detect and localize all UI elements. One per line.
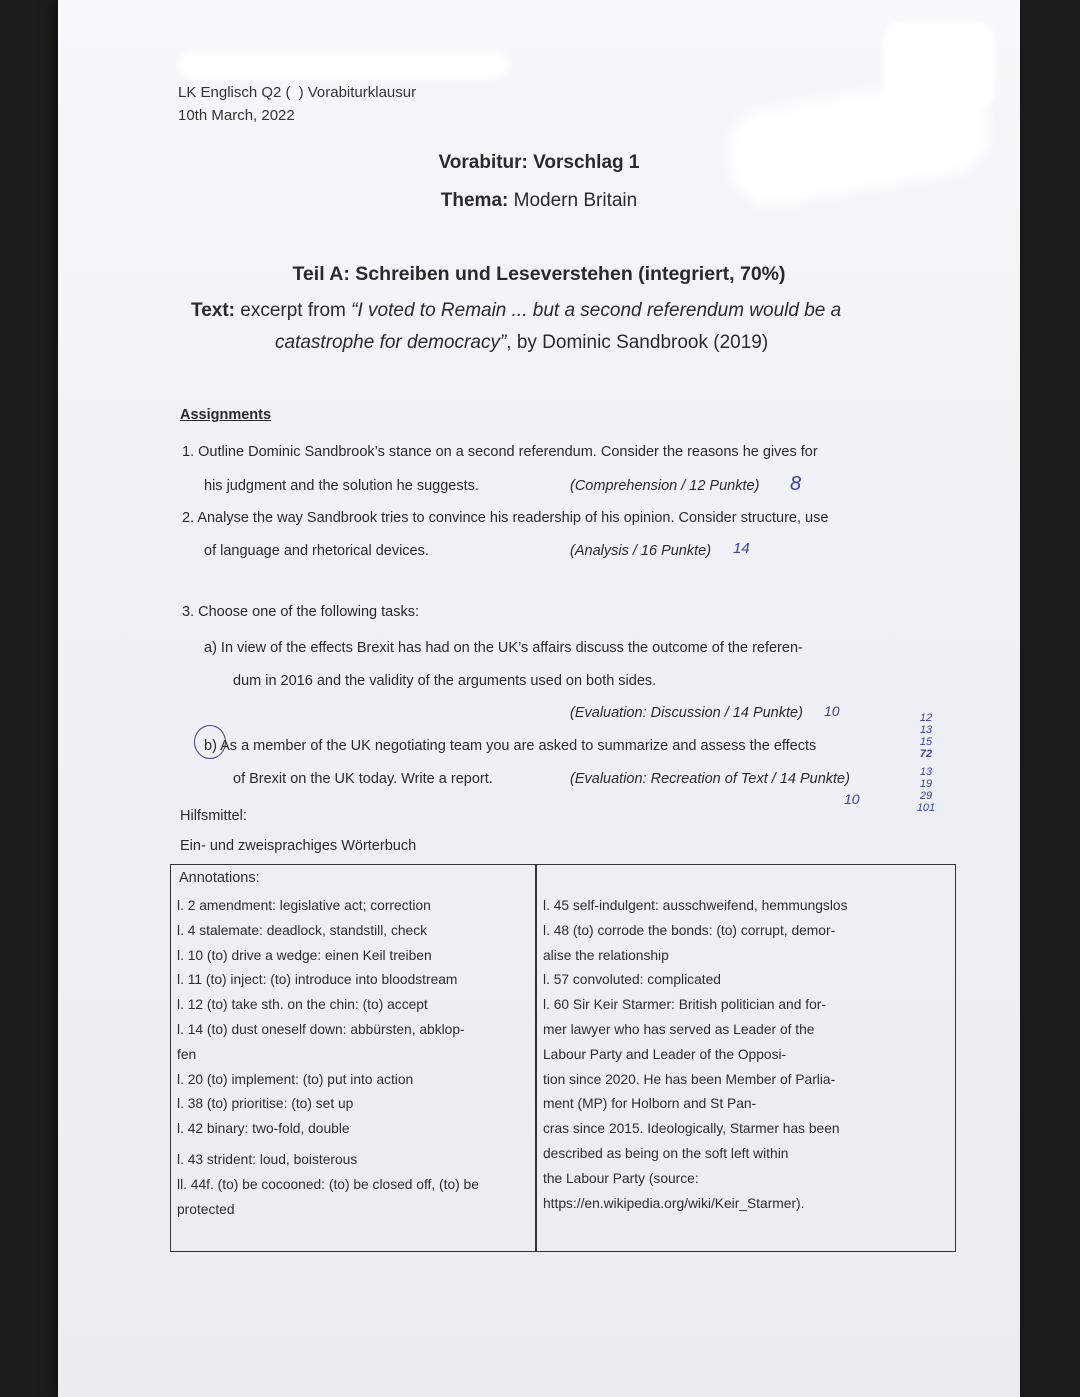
assignment-1-eval: (Comprehension / 12 Punkte) [570, 478, 760, 494]
topic-line: Thema: Modern Britain [440, 190, 638, 211]
assignment-2-eval: (Analysis / 16 Punkte) [570, 543, 712, 559]
assignment-1-line1: 1. Outline Dominic Sandbrook’s stance on a second referendum. Consider the reasons he gives for [182, 444, 818, 460]
annotation-item: l. 20 (to) implement: (to) put into action [177, 1071, 414, 1087]
annotations-box [170, 864, 956, 1252]
annotation-item: cras since 2015. Ideologically, Starmer has been [543, 1121, 840, 1137]
annotation-item: l. 45 self-indulgent: ausschweifend, hemmungslos [543, 898, 848, 913]
aids-text: Ein- und zweisprachiges Wörterbuch [180, 838, 417, 854]
annotation-item: l. 48 (to) corrode the bonds: (to) corrupt, demor- [543, 922, 836, 938]
annotation-item: l. 57 convoluted: complicated [543, 972, 721, 988]
annotation-item: l. 10 (to) drive a wedge: einen Keil treiben [177, 947, 432, 963]
annotation-item: mer lawyer who has served as Leader of the [543, 1021, 815, 1037]
course-label: LK Englisch Q2 ( ) Vorabiturklausur [178, 84, 417, 101]
redaction-blur [883, 22, 995, 110]
annotation-item: the Labour Party (source: [543, 1170, 699, 1186]
annotation-item: l. 60 Sir Keir Starmer: British politician and for- [543, 997, 826, 1013]
aids-heading: Hilfsmittel: [180, 808, 247, 824]
annotation-item: tion since 2020. He has been Member of Parlia- [543, 1071, 836, 1087]
annotations-left-column [177, 894, 479, 1222]
assignment-1-line2: his judgment and the solution he suggests. [204, 478, 479, 494]
annotation-item: described as being on the soft left within [543, 1145, 789, 1161]
assignment-3b-line1: b) As a member of the UK negotiating team you are asked to summarize and assess the effects [204, 738, 817, 754]
column-divider [535, 865, 537, 1251]
annotation-item: l. 4 stalemate: deadlock, standstill, check [177, 922, 428, 938]
handwritten-score: 8 [790, 473, 802, 495]
annotation-item: l. 12 (to) take sth. on the chin: (to) accept [177, 997, 428, 1013]
assignment-3a-line1: a) In view of the effects Brexit has had on the UK’s affairs discuss the outcome of the referen- [204, 640, 803, 656]
annotation-item: l. 38 (to) prioritise: (to) set up [177, 1096, 354, 1112]
redaction-blur [178, 52, 508, 78]
assignment-3a-eval: (Evaluation: Discussion / 14 Punkte) [570, 705, 803, 721]
annotations-heading: Annotations: [179, 870, 260, 886]
assignment-3b-eval: (Evaluation: Recreation of Text / 14 Punkte) [570, 771, 850, 787]
annotation-item: l. 2 amendment: legislative act; correction [177, 898, 431, 913]
assignment-2-line2: of language and rhetorical devices. [204, 543, 429, 559]
annotation-item: Labour Party and Leader of the Opposi- [543, 1046, 787, 1062]
annotations-right-column [543, 894, 847, 1216]
annotation-item: protected [177, 1201, 235, 1217]
exam-date: 10th March, 2022 [178, 107, 295, 124]
assignment-3b-line2: of Brexit on the UK today. Write a report. [233, 771, 493, 787]
annotation-item: l. 11 (to) inject: (to) introduce into bloodstream [177, 972, 458, 988]
annotation-item: ment (MP) for Holborn and St Pan- [543, 1096, 757, 1112]
assignments-heading: Assignments [180, 407, 272, 423]
handwritten-score: 10 [844, 791, 860, 807]
handwritten-score: 10 [824, 703, 840, 719]
annotation-item: l. 14 (to) dust oneself down: abbürsten, abklop- [177, 1021, 465, 1037]
annotation-item: fen [177, 1046, 197, 1062]
page-title: Vorabitur: Vorschlag 1 [438, 152, 640, 173]
margin-score-notes: 12 13 15 72 13 19 29 101 [916, 712, 936, 814]
assignment-3a-line2: dum in 2016 and the validity of the arguments used on both sides. [233, 673, 657, 689]
text-source-line2: catastrophe for democracy”, by Dominic Sandbrook (2019) [275, 332, 769, 353]
annotation-item: alise the relationship [543, 947, 669, 963]
text-source-line1: Text: excerpt from “I voted to Remain ... but a second referendum would be a [191, 300, 842, 321]
part-heading: Teil A: Schreiben und Leseverstehen (integriert, 70%) [292, 263, 786, 285]
annotation-item: l. 43 strident: loud, boisterous [177, 1151, 358, 1167]
assignment-3-intro: 3. Choose one of the following tasks: [182, 604, 419, 620]
annotation-item: l. 42 binary: two-fold, double [177, 1121, 350, 1137]
assignment-2-line1: 2. Analyse the way Sandbrook tries to convince his readership of his opinion. Consider structure, use [182, 510, 829, 526]
handwritten-score: 14 [733, 540, 750, 557]
exam-sheet [58, 0, 1020, 1397]
annotation-item: ll. 44f. (to) be cocooned: (to) be closed off, (to) be [177, 1176, 479, 1192]
annotation-item: https://en.wikipedia.org/wiki/Keir_Starmer). [543, 1195, 805, 1211]
